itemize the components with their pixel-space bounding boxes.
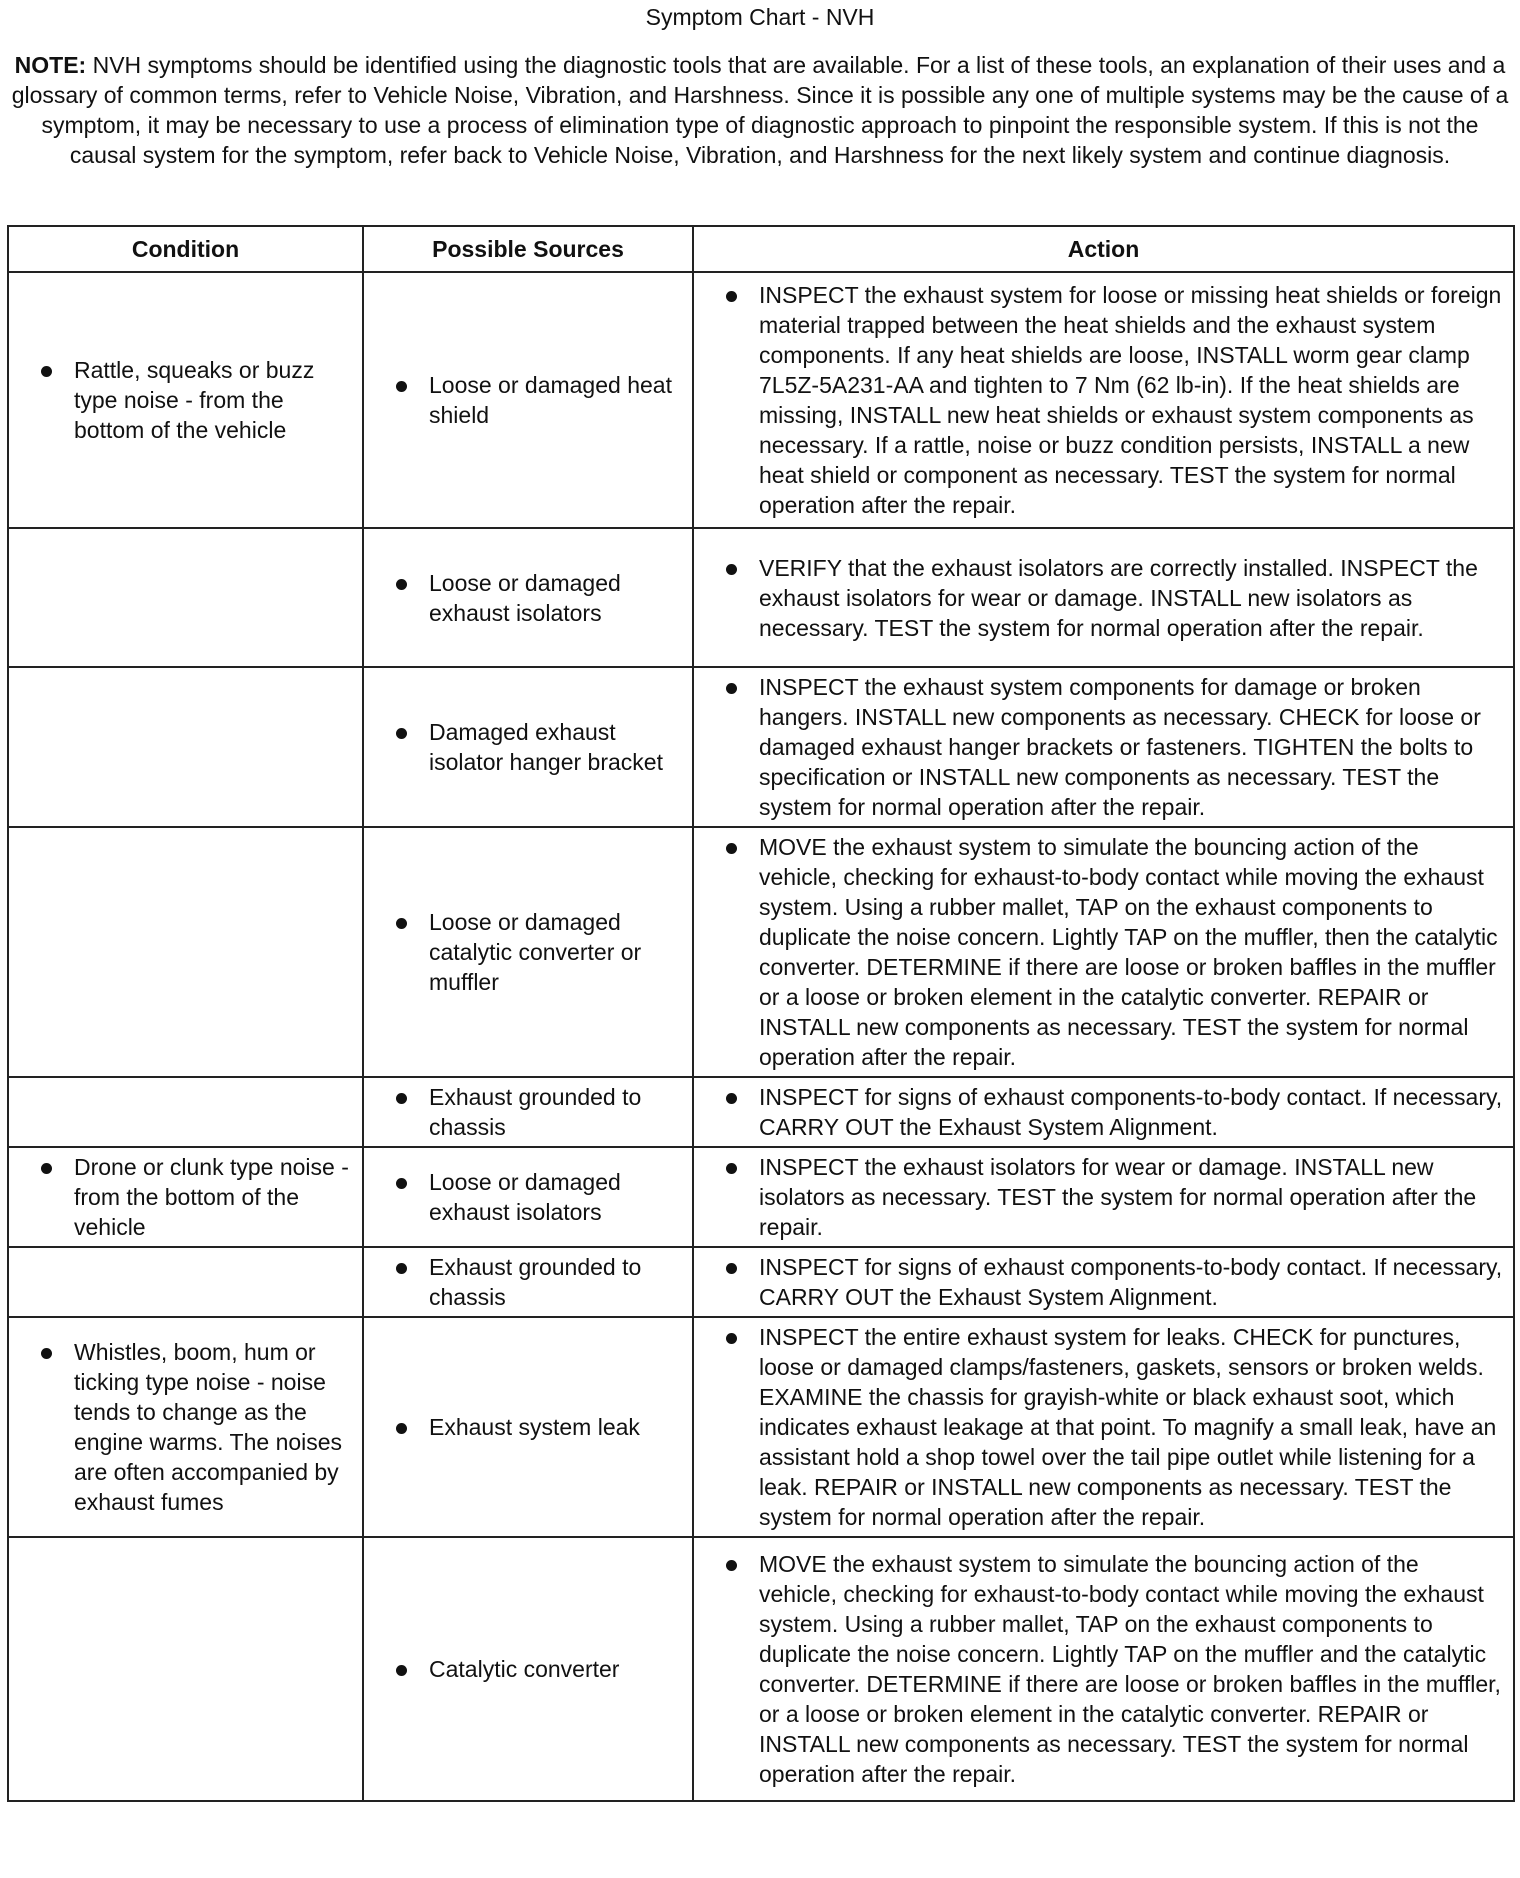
action-cell bbox=[693, 1537, 1514, 1801]
bullet-icon bbox=[41, 366, 52, 377]
source-cell bbox=[363, 528, 693, 667]
condition-cell bbox=[8, 272, 363, 528]
bullet-icon bbox=[396, 728, 407, 739]
bullet-icon bbox=[726, 683, 737, 694]
action-text: INSPECT for signs of exhaust components-to-body contact. If necessary, CARRY OUT the Exhaust System Alignment. bbox=[759, 1254, 1503, 1310]
bullet-icon bbox=[726, 1093, 737, 1104]
bullet-icon bbox=[396, 1423, 407, 1434]
page-title: Symptom Chart - NVH bbox=[645, 4, 875, 30]
source-cell bbox=[363, 1317, 693, 1537]
source-cell bbox=[363, 1247, 693, 1317]
bullet-icon bbox=[726, 843, 737, 854]
condition-bullet-item bbox=[19, 1337, 352, 1517]
bullet-icon bbox=[396, 1665, 407, 1676]
bullet-icon bbox=[396, 381, 407, 392]
source-text: Loose or damaged exhaust isolators bbox=[429, 569, 621, 626]
condition-text: Rattle, squeaks or buzz type noise - from the bottom of the vehicle bbox=[74, 357, 315, 443]
source-bullet-item bbox=[374, 1167, 682, 1227]
source-bullet-item bbox=[374, 1252, 682, 1312]
action-bullet-item bbox=[704, 1152, 1503, 1242]
header-possible-sources: Possible Sources bbox=[363, 226, 693, 272]
source-text: Loose or damaged exhaust isolators bbox=[429, 1169, 621, 1225]
source-bullet-item bbox=[374, 1654, 682, 1684]
source-text: Exhaust system leak bbox=[429, 1414, 640, 1440]
bullet-icon bbox=[41, 1348, 52, 1359]
table-row bbox=[8, 1147, 1514, 1247]
condition-cell bbox=[8, 1147, 363, 1247]
table-header-row bbox=[8, 226, 1514, 272]
source-bullet-item bbox=[374, 1412, 682, 1442]
condition-cell bbox=[8, 827, 363, 1077]
condition-cell bbox=[8, 1317, 363, 1537]
bullet-icon bbox=[396, 1263, 407, 1274]
action-text: INSPECT the entire exhaust system for leaks. CHECK for punctures, loose or damaged clamps/fasteners, gaskets, sensors or broken welds. EXAMINE the chassis for grayish-white or black exhaust soot, which indicates exhaust leakage at that point. To magnify a small leak, have an assistant hold a shop towel over the tail pipe outlet while listening for a leak. REPAIR or INSTALL new components as necessary. TEST the system for normal operation after the repair. bbox=[759, 1324, 1497, 1530]
source-cell bbox=[363, 272, 693, 528]
action-bullet-item bbox=[704, 553, 1503, 643]
action-cell bbox=[693, 1147, 1514, 1247]
bullet-icon bbox=[726, 1163, 737, 1174]
source-text: Exhaust grounded to chassis bbox=[429, 1084, 642, 1140]
condition-cell bbox=[8, 667, 363, 827]
source-cell bbox=[363, 1537, 693, 1801]
action-cell bbox=[693, 827, 1514, 1077]
action-bullet-item bbox=[704, 1322, 1503, 1532]
action-text: MOVE the exhaust system to simulate the bouncing action of the vehicle, checking for exhaust-to-body contact while moving the exhaust system. Using a rubber mallet, TAP on the exhaust components to duplicate the noise concern. Lightly TAP on the muffler, then the catalytic converter. DETERMINE if there are loose or broken baffles in the muffler or a loose or broken element in the catalytic converter. REPAIR or INSTALL new components as necessary. TEST the system for normal operation after the repair. bbox=[759, 834, 1498, 1070]
bullet-icon bbox=[396, 579, 407, 590]
table-row bbox=[8, 1537, 1514, 1801]
source-bullet-item bbox=[374, 370, 682, 430]
table-row bbox=[8, 667, 1514, 827]
symptom-table bbox=[7, 225, 1515, 1802]
action-cell bbox=[693, 667, 1514, 827]
action-bullet-item bbox=[704, 1549, 1503, 1789]
table-row bbox=[8, 1247, 1514, 1317]
action-text: INSPECT for signs of exhaust components-to-body contact. If necessary, CARRY OUT the Exhaust System Alignment. bbox=[759, 1084, 1503, 1140]
bullet-icon bbox=[396, 1178, 407, 1189]
action-bullet-item bbox=[704, 280, 1503, 520]
condition-cell bbox=[8, 528, 363, 667]
source-bullet-item bbox=[374, 1082, 682, 1142]
source-cell bbox=[363, 827, 693, 1077]
condition-bullet-item bbox=[19, 1152, 352, 1242]
header-condition: Condition bbox=[8, 226, 363, 272]
table-row bbox=[8, 528, 1514, 667]
action-bullet-item bbox=[704, 1082, 1503, 1142]
condition-cell bbox=[8, 1077, 363, 1147]
source-cell bbox=[363, 1077, 693, 1147]
note-text: NVH symptoms should be identified using the diagnostic tools that are available. For a list of these tools, an explanation of their uses and a glossary of common terms, refer to Vehicle Noise, Vibration, and Harshness. Since it is possible any one of multiple systems may be the cause of a symptom, it may be necessary to use a process of elimination type of diagnostic approach to pinpoint the responsible system. If this is not the causal system for the symptom, refer back to Vehicle Noise, Vibration, and Harshness for the next likely system and continue diagnosis. bbox=[11, 52, 1509, 168]
condition-cell bbox=[8, 1537, 363, 1801]
table-row bbox=[8, 827, 1514, 1077]
bullet-icon bbox=[396, 1093, 407, 1104]
action-cell bbox=[693, 1077, 1514, 1147]
action-bullet-item bbox=[704, 672, 1503, 822]
note-label: NOTE: bbox=[14, 52, 87, 78]
table-row bbox=[8, 1077, 1514, 1147]
source-text: Loose or damaged catalytic converter or muffler bbox=[429, 909, 642, 995]
action-cell bbox=[693, 528, 1514, 667]
bullet-icon bbox=[726, 1333, 737, 1344]
source-cell bbox=[363, 1147, 693, 1247]
source-bullet-item bbox=[374, 907, 682, 997]
action-text: INSPECT the exhaust system components for damage or broken hangers. INSTALL new components as necessary. CHECK for loose or damaged exhaust hanger brackets or fasteners. TIGHTEN the bolts to specification or INSTALL new components as necessary. TEST the system for normal operation after the repair. bbox=[759, 674, 1481, 820]
condition-cell bbox=[8, 1247, 363, 1317]
source-text: Catalytic converter bbox=[429, 1656, 620, 1682]
source-text: Loose or damaged heat shield bbox=[429, 372, 672, 428]
action-cell bbox=[693, 272, 1514, 528]
table-row bbox=[8, 1317, 1514, 1537]
condition-bullet-item bbox=[19, 355, 352, 445]
bullet-icon bbox=[726, 1263, 737, 1274]
note-paragraph bbox=[10, 50, 1510, 170]
source-bullet-item bbox=[374, 717, 682, 777]
source-cell bbox=[363, 667, 693, 827]
bullet-icon bbox=[396, 918, 407, 929]
action-text: INSPECT the exhaust isolators for wear or damage. INSTALL new isolators as necessary. TEST the system for normal operation after the repair. bbox=[759, 1154, 1477, 1240]
table-row bbox=[8, 272, 1514, 528]
bullet-icon bbox=[726, 291, 737, 302]
source-bullet-item bbox=[374, 568, 682, 628]
bullet-icon bbox=[726, 1560, 737, 1571]
header-action: Action bbox=[693, 226, 1514, 272]
action-cell bbox=[693, 1317, 1514, 1537]
source-text: Damaged exhaust isolator hanger bracket bbox=[429, 719, 663, 775]
bullet-icon bbox=[726, 564, 737, 575]
condition-text: Drone or clunk type noise - from the bottom of the vehicle bbox=[74, 1154, 349, 1240]
source-text: Exhaust grounded to chassis bbox=[429, 1254, 642, 1310]
action-cell bbox=[693, 1247, 1514, 1317]
action-bullet-item bbox=[704, 1252, 1503, 1312]
bullet-icon bbox=[41, 1163, 52, 1174]
action-bullet-item bbox=[704, 832, 1503, 1072]
condition-text: Whistles, boom, hum or ticking type noise - noise tends to change as the engine warms. The noises are often accompanied by exhaust fumes bbox=[74, 1339, 343, 1515]
action-text: VERIFY that the exhaust isolators are correctly installed. INSPECT the exhaust isolators for wear or damage. INSTALL new isolators as necessary. TEST the system for normal operation after the repair. bbox=[759, 554, 1478, 641]
table-body bbox=[8, 272, 1514, 1801]
action-text: INSPECT the exhaust system for loose or missing heat shields or foreign material trapped between the heat shields and the exhaust system components. If any heat shields are loose, INSTALL worm gear clamp 7L5Z-5A231-AA and tighten to 7 Nm (62 lb-in). If the heat shields are missing, INSTALL new heat shields or exhaust system components as necessary. If a rattle, noise or buzz condition persists, INSTALL a new heat shield or component as necessary. TEST the system for normal operation after the repair. bbox=[759, 282, 1502, 518]
action-text: MOVE the exhaust system to simulate the bouncing action of the vehicle, checking for exhaust-to-body contact while moving the exhaust system. Using a rubber mallet, TAP on the exhaust components to duplicate the noise concern. Lightly TAP on the muffler and the catalytic converter. DETERMINE if there are loose or broken baffles in the muffler, or a loose or broken element in the catalytic converter. REPAIR or INSTALL new components as necessary. TEST the system for normal operation after the repair. bbox=[759, 1551, 1501, 1787]
